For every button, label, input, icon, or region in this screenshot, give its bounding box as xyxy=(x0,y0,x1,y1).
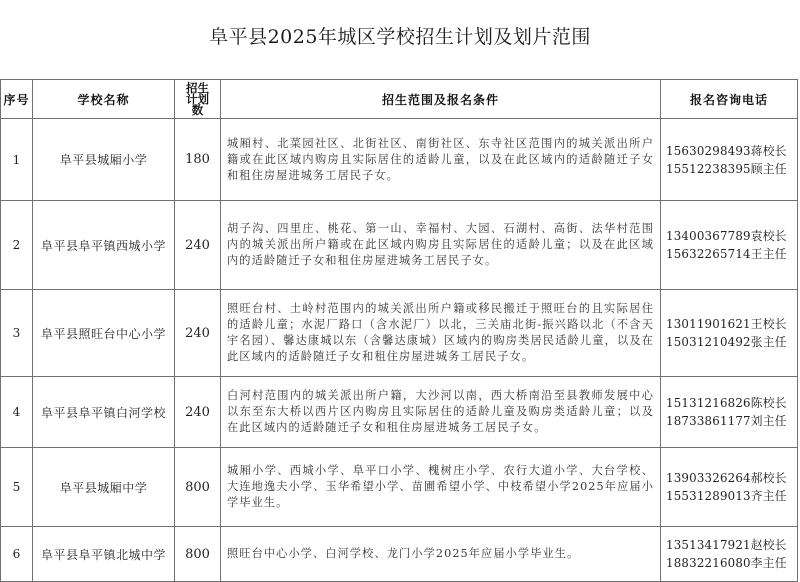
table-row xyxy=(1,527,798,582)
header-plan-line3: 数 xyxy=(191,102,204,117)
row-contact xyxy=(661,527,798,582)
contact-phone-1: 13011901621王校长 xyxy=(666,317,787,331)
row-contact xyxy=(661,201,798,290)
header-contact: 报名咨询电话 xyxy=(661,80,798,119)
page-title: 阜平县2025年城区学校招生计划及划片范围 xyxy=(209,26,591,48)
row-contact xyxy=(661,377,798,448)
table-row xyxy=(1,201,798,290)
row-scope: 照旺台村、土岭村范围内的城关派出所户籍或移民搬迁于照旺台的且实际居住的适龄儿童；水泥厂路口（含水泥厂）以北，三关庙北街-振兴路以北（不含天宇名园）、馨达康城以东（含馨达康城）区域内的购房类居民适龄儿童，以及在此区域内的适龄随迁子女和租住房屋进城务工居民子女。 xyxy=(221,290,661,377)
row-contact xyxy=(661,290,798,377)
header-plan-line2: 计划 xyxy=(186,91,209,106)
row-seq: 1 xyxy=(1,119,33,201)
header-seq: 序号 xyxy=(1,80,33,119)
row-school: 阜平县城厢中学 xyxy=(33,448,175,527)
contact-phone-1: 15131216826陈校长 xyxy=(666,396,787,410)
header-scope: 招生范围及报名条件 xyxy=(221,80,661,119)
table-row xyxy=(1,448,798,527)
contact-phone-2: 15531289013齐主任 xyxy=(666,489,787,503)
contact-phone-1: 13513417921赵校长 xyxy=(666,538,787,552)
row-seq: 6 xyxy=(1,527,33,582)
contact-phone-1: 15630298493蒋校长 xyxy=(666,143,787,158)
header-plan-line1: 招生 xyxy=(186,80,209,95)
contact-phone-1: 13400367789袁校长 xyxy=(666,229,787,243)
row-seq: 4 xyxy=(1,377,33,448)
table-row xyxy=(1,377,798,448)
row-quota: 240 xyxy=(175,201,221,290)
contact-phone-2: 15632265714王主任 xyxy=(666,247,787,261)
row-seq: 5 xyxy=(1,448,33,527)
header-plan xyxy=(175,80,221,119)
row-scope: 城厢小学、西城小学、阜平口小学、槐树庄小学、农行大道小学、大台学校、大连地逸夫小学、玉华希望小学、苗圃希望小学、中枝希望小学2025年应届小学毕业生。 xyxy=(221,448,661,527)
row-seq: 2 xyxy=(1,201,33,290)
contact-phone-2: 15512238395顾主任 xyxy=(666,161,787,176)
row-seq: 3 xyxy=(1,290,33,377)
row-quota: 240 xyxy=(175,377,221,448)
row-quota: 800 xyxy=(175,527,221,582)
contact-phone-2: 18733861177刘主任 xyxy=(666,414,787,428)
row-quota: 180 xyxy=(175,119,221,201)
row-school: 阜平县阜平镇北城中学 xyxy=(33,527,175,582)
row-scope: 照旺台中心小学、白河学校、龙门小学2025年应届小学毕业生。 xyxy=(221,527,661,582)
row-scope: 城厢村、北菜园社区、北街社区、南街社区、东寺社区范围内的城关派出所户籍或在此区域内购房且实际居住的适龄儿童，以及在此区域内的适龄随迁子女和租住房屋进城务工居民子女。 xyxy=(221,119,661,201)
row-quota: 240 xyxy=(175,290,221,377)
contact-phone-2: 15031210492张主任 xyxy=(666,335,787,349)
enrollment-table xyxy=(0,79,798,582)
table-row xyxy=(1,290,798,377)
contact-phone-2: 18832216080李主任 xyxy=(666,556,787,570)
contact-phone-1: 13903326264郝校长 xyxy=(666,471,787,485)
row-school: 阜平县照旺台中心小学 xyxy=(33,290,175,377)
row-school: 阜平县阜平镇西城小学 xyxy=(33,201,175,290)
row-quota: 800 xyxy=(175,448,221,527)
row-scope: 胡子沟、四里庄、桃花、第一山、幸福村、大园、石湖村、高街、法华村范围内的城关派出所户籍或在此区域内购房且实际居住的适龄儿童；以及在此区域内的适龄随迁子女和租住房屋进城务工居民子女。 xyxy=(221,201,661,290)
header-school: 学校名称 xyxy=(33,80,175,119)
row-scope: 白河村范围内的城关派出所户籍，大沙河以南，西大桥南沿至县教师发展中心以东至东大桥以西片区内购房且实际居住的适龄儿童及购房类适龄儿童；以及在此区域内的适龄随迁子女和租住房屋进城务工居民子女。 xyxy=(221,377,661,448)
table-row xyxy=(1,119,798,201)
row-school: 阜平县阜平镇白河学校 xyxy=(33,377,175,448)
row-contact xyxy=(661,448,798,527)
row-contact xyxy=(661,119,798,201)
table-header-row xyxy=(1,80,798,119)
row-school: 阜平县城厢小学 xyxy=(33,119,175,201)
